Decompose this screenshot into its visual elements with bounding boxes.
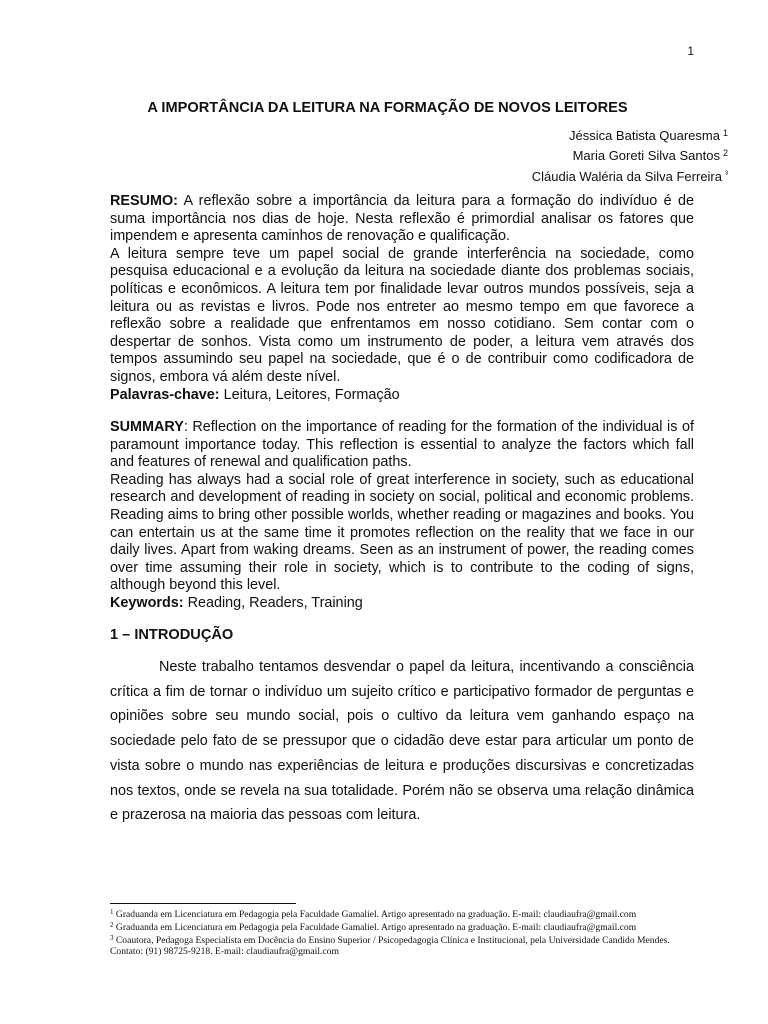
abstract-portuguese xyxy=(110,193,694,404)
summary-text: : Reflection on the importance of reading for the formation of the individual is of paramount importance today. This reflection is essential to analyze the factors which fall and features of renewal and qualification paths. xyxy=(110,419,694,471)
keywords-label-english: Keywords: xyxy=(110,594,184,611)
footnote-text: Coautora, Pedagoga Especialista em Docência do Ensino Superior / Psicopedagogia Clínica e Institucional, pela Universidade Candido Mendes. Contato: (91) 98725-9218. E-mail: claudiaufra@gmail.com xyxy=(110,935,670,957)
section-body: Neste trabalho tentamos desvendar o papel da leitura, incentivando a consciência crítica a fim de tornar o indivíduo um sujeito crítico e participativo formador de perguntas e opiniões sobre seu mundo social, pois o cultivo da leitura vem ganhando espaço na sociedade pelo fato de se pressupor que o cidadão deve estar para articular um ponto de vista sobre o mundo nas experiências de leitura e produções discursivas e concretizadas nos textos, onde se revela na sua totalidade. Porém não se observa uma relação dinâmica e prazerosa na maioria das pessoas com leitura. xyxy=(110,659,694,824)
keywords-line-english xyxy=(110,595,694,613)
abstract-label: RESUMO: xyxy=(110,193,178,209)
summary-paragraph-1 xyxy=(110,419,694,472)
footnote-divider xyxy=(110,903,296,904)
abstract-english xyxy=(110,419,694,613)
author-footnote-mark: ³ xyxy=(725,169,728,179)
footnote-text: Graduanda em Licenciatura em Pedagogia pela Faculdade Gamaliel. Artigo apresentado na graduação. E-mail: claudiaufra@gmail.com xyxy=(113,922,637,933)
keywords-text-english: Reading, Readers, Training xyxy=(187,594,363,611)
keywords-text: Leitura, Leitores, Formação xyxy=(223,386,400,403)
author-list xyxy=(532,124,728,186)
abstract-paragraph-2: A leitura sempre teve um papel social de grande interferência na sociedade, como pesquisa educacional e a evolução da leitura na sociedade diante dos problemas sociais, políticas e econômicos. A leitura tem por finalidade levar outros mundos possíveis, seja a leitura ou as revistas e livros. Pode nos entreter ao mesmo tempo em que favorece a reflexão sobre a realidade que enfrentamos em nosso cotidiano. Sem contar com o despertar de sonhos. Vista como um instrumento de poder, a leitura vem através dos tempos assumindo seu papel na sociedade, que é o de contribuir como codificadora de signos, embora vá além deste nível. xyxy=(110,245,694,385)
footnote-1 xyxy=(110,907,700,920)
page-number: 1 xyxy=(687,44,694,58)
footnote-mark: 1 xyxy=(110,908,114,916)
section-heading: 1 – INTRODUÇÃO xyxy=(110,627,234,643)
footnote-2 xyxy=(110,920,700,933)
footnote-mark: 2 xyxy=(110,921,114,929)
summary-paragraph-2: Reading has always had a social role of great interference in society, such as educational research and development of reading in society on social, political and economic problems. Reading aims to bring other possible worlds, whether reading or magazines and books. You can entertain us at the same time it promotes reflection on the reality that we face in our daily lives. Apart from waking dreams. Seen as an instrument of power, the reading comes over time assuming their role in society, which is to contribute to the coding of signs, although beyond this level. xyxy=(110,471,694,594)
author-footnote-mark: 1 xyxy=(722,128,728,138)
paper-title: A IMPORTÂNCIA DA LEITURA NA FORMAÇÃO DE NOVOS LEITORES xyxy=(147,100,628,116)
keywords-label: Palavras-chave: xyxy=(110,386,220,403)
footnote-text: Graduanda em Licenciatura em Pedagogia pela Faculdade Gamaliel. Artigo apresentado na graduação. E-mail: claudiaufra@gmail.com xyxy=(113,909,637,920)
author-2 xyxy=(532,144,728,165)
author-1 xyxy=(532,124,728,145)
abstract-text: A reflexão sobre a importância da leitura para a formação do indivíduo é de suma importância nos dias de hoje. Nesta reflexão é primordial analisar os fatores que impendem e apresenta caminhos de renovação e qualificação. xyxy=(110,193,694,245)
abstract-paragraph-1 xyxy=(110,193,694,246)
author-footnote-mark: 2 xyxy=(722,148,728,158)
author-3 xyxy=(532,165,728,186)
author-name: Jéssica Batista Quaresma xyxy=(568,128,720,143)
summary-label: SUMMARY xyxy=(110,419,184,435)
keywords-line xyxy=(110,387,694,405)
author-name: Cláudia Waléria da Silva Ferreira xyxy=(531,169,722,184)
footnote-mark: 3 xyxy=(110,934,114,942)
author-name: Maria Goreti Silva Santos xyxy=(572,148,720,163)
footnotes xyxy=(110,907,700,957)
footnote-3 xyxy=(110,933,700,957)
